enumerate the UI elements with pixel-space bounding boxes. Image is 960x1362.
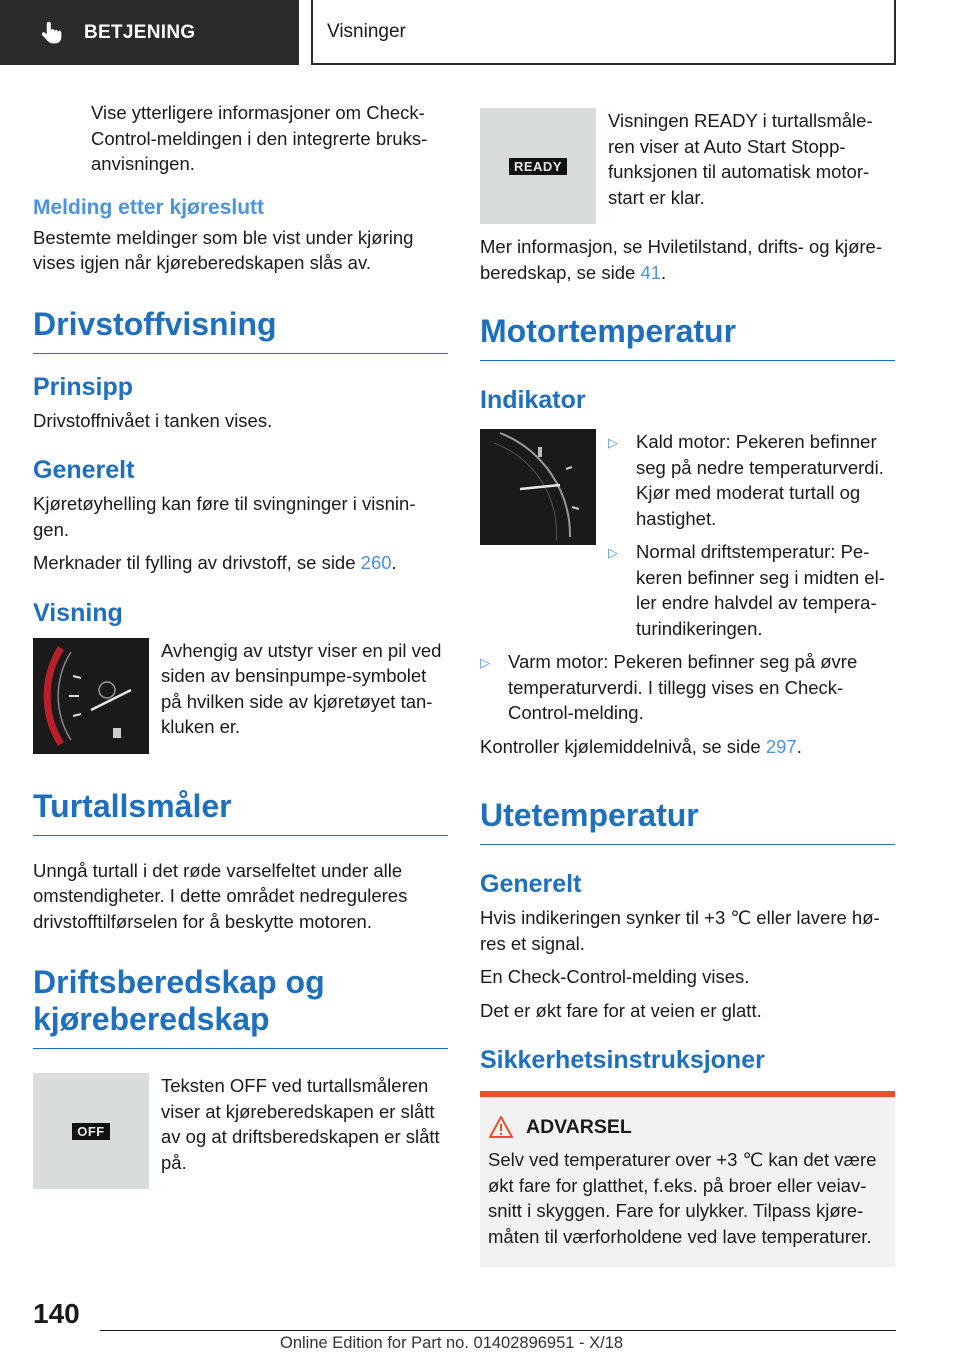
page-number: 140 [33,1298,80,1329]
melding-text: Bestemte meldinger som ble vist under kjøring vises igjen når kjøreberedskapen slås av. [33,226,414,273]
ute-title: Utetemperatur [480,797,895,845]
intro-text: Vise ytterligere informasjoner om Check-Control-meldingen i den integrerte bruks-anvisningen. [91,102,428,174]
warning-box [480,1091,895,1267]
temp-gauge-image [480,429,596,545]
generelt-heading: Generelt [33,456,135,484]
bullet-item: ▷ Normal driftstemperatur: Pe-keren befinner seg i midten el-ler endre halvdel av tempera-turindikeringen. [608,539,895,641]
warning-header [488,1115,887,1139]
temp-gauge-icon [480,429,596,545]
right-column [480,108,895,1267]
sikkerhet-heading: Sikkerhetsinstruksjoner [480,1046,765,1074]
indikator-bullets [608,429,895,649]
mer-text: Mer informasjon, se Hviletilstand, drifts- og kjøre-beredskap, se side 41. [480,236,882,283]
generelt-text-2: Merknader til fylling av drivstoff, se side 260. [33,552,397,573]
footer-divider [100,1330,896,1331]
ute-text-2: En Check-Control-melding vises. [480,966,750,987]
indikator-row [480,429,895,649]
off-row [33,1073,448,1189]
drift-text: Teksten OFF ved turtallsmåleren viser at kjøreberedskapen er slått av og at driftsberedskapen er slått på. [161,1075,440,1173]
bullet-item: ▷ Varm motor: Pekeren befinner seg på øvre temperaturverdi. I tillegg vises en Check-Control-melding. [480,649,895,726]
ready-label: READY [509,158,567,175]
hand-pointer-icon [38,19,66,47]
drift-title: Driftsberedskap og kjøreberedskap [33,964,448,1049]
visning-text: Avhengig av utstyr viser en pil ved siden av bensinpumpe-symbolet på hvilken side av kjøretøyet tan-kluken er. [161,639,442,737]
triangle-bullet-icon: ▷ [608,435,618,450]
bullet-item: ▷ Kald motor: Pekeren befinner seg på nedre temperaturverdi. Kjør med moderat turtall og hastighet. [608,429,895,531]
ready-row [480,108,895,224]
motor-title: Motortemperatur [480,313,895,361]
off-indicator-image [33,1073,149,1189]
ute-text-1: Hvis indikeringen synker til +3 ℃ eller lavere hø-res et signal. [480,907,880,954]
warning-triangle-icon [488,1115,514,1139]
subsection-tab [311,0,896,65]
left-column [33,100,448,1199]
section-title: BETJENING [84,21,196,43]
ready-indicator-image [480,108,596,224]
ready-text: Visningen READY i turtallsmåle-ren viser at Auto Start Stopp-funksjonen til automatisk motor-start er klar. [608,110,873,208]
visning-heading: Visning [33,598,123,627]
off-label: OFF [72,1123,110,1140]
edition-text: Online Edition for Part no. 01402896951 - X/18 [280,1334,624,1352]
visning-row [33,638,448,754]
fuel-gauge-image [33,638,149,754]
melding-heading: Melding etter kjøreslutt [33,195,265,219]
prinsipp-heading: Prinsipp [33,372,134,401]
triangle-bullet-icon: ▷ [608,545,618,560]
warning-title: ADVARSEL [526,1115,632,1138]
kontroller-text: Kontroller kjølemiddelnivå, se side 297. [480,735,802,757]
warning-text: Selv ved temperaturer over +3 ℃ kan det være økt fare for glatthet, f.eks. på broer eller veiav-snitt i skyggen. Fare for ulykker. Tilpass kjøre-måten til værforholdene ved lave temperaturer. [488,1149,877,1247]
ute-text-3: Det er økt fare for at veien er glatt. [480,999,762,1021]
turtall-text: Unngå turtall i det røde varselfeltet under alle omstendigheter. I dette området nedreguleres drivstofftilførselen for å beskytte motoren. [33,859,408,932]
fuel-gauge-icon [33,638,149,754]
triangle-bullet-icon: ▷ [480,655,490,670]
subsection-title: Visninger [327,20,406,42]
section-tab [0,0,299,65]
page-link-297[interactable]: 297 [765,735,797,757]
indikator-heading: Indikator [480,386,586,414]
generelt-text-1: Kjøretøyhelling kan føre til svingninger i visnin-gen. [33,493,416,540]
page-link-41[interactable]: 41 [640,261,662,283]
ute-generelt-heading: Generelt [480,870,582,898]
page-link-260[interactable]: 260 [360,552,392,573]
drivstoff-title: Drivstoffvisning [33,306,448,354]
turtall-title: Turtallsmåler [33,788,448,836]
prinsipp-text: Drivstoffnivået i tanken vises. [33,409,273,431]
